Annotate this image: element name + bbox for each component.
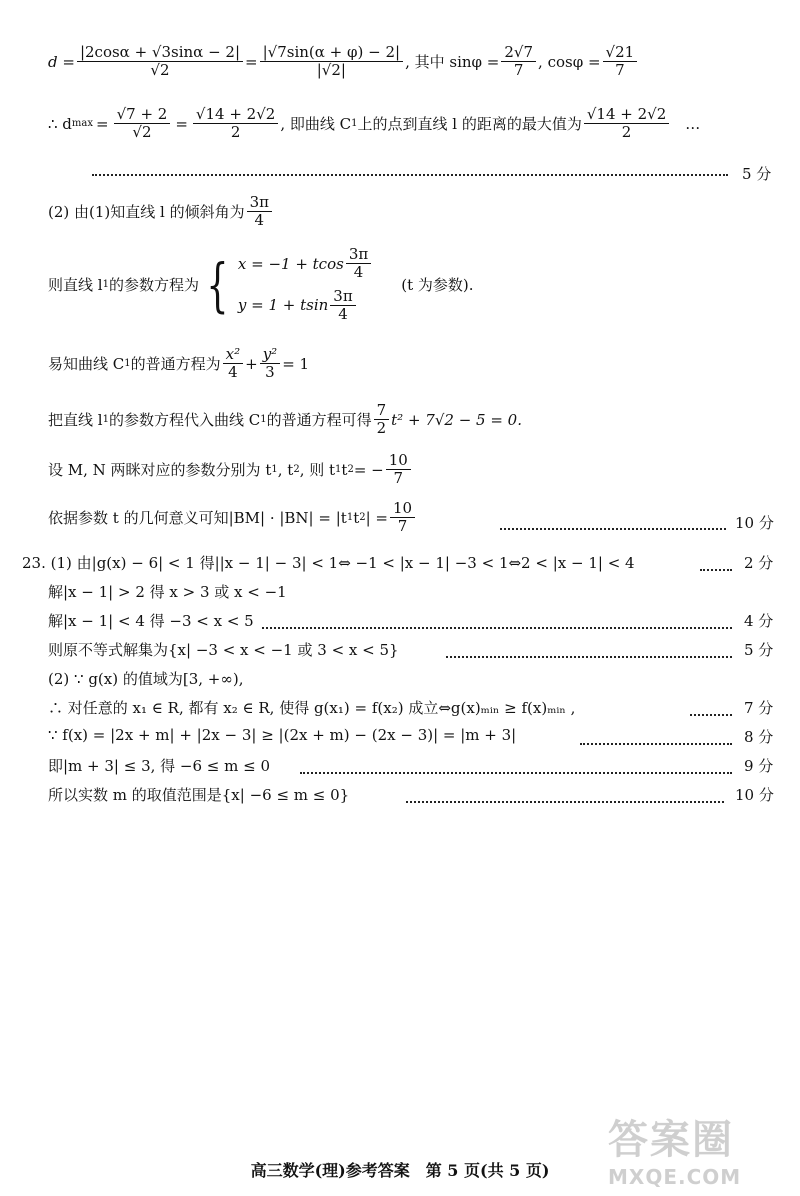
angle-fraction: $\frac{3\pi}{4}$ [247, 194, 272, 230]
d-formula-line: d = $\frac{|2\cos\alpha + √3\sin\alpha - 2|}{√2}$ = $\frac{|√7\sin(\alpha + \varphi) - 2|}{|√2|}$ , 其中 sinφ = $\frac{2√7}{7}$ , cosφ = $\frac{√21}{7}$ [48, 44, 639, 80]
q23-line: 所以实数 m 的取值范围是{x| −6 ≤ m ≤ 0} [48, 786, 350, 804]
dmax-fraction-3: $\frac{√14 + 2√2}{2}$ [584, 106, 669, 142]
q23-score: 10 分 [735, 786, 774, 804]
q23-line: (2) ∵ g(x) 的值域为[3, +∞), [48, 670, 244, 688]
sin-phi-fraction: $\frac{2√7}{7}$ [501, 44, 536, 80]
param-system: x = −1 + tcos $\frac{3\pi}{4}$ y = 1 + tsin $\frac{3\pi}{4}$ [238, 246, 373, 323]
d-fraction-1: $\frac{|2\cos\alpha + √3\sin\alpha - 2|}{√2}$ [77, 44, 243, 80]
q23-score: 4 分 [744, 612, 774, 630]
q23-line: 即|m + 3| ≤ 3, 得 −6 ≤ m ≤ 0 [48, 757, 271, 775]
q23-line: 则原不等式解集为{x| −3 < x < −1 或 3 < x < 5} [48, 641, 399, 659]
score-leader-dots [690, 714, 732, 716]
score-leader-dots [262, 627, 732, 629]
score-leader-dots [700, 569, 732, 571]
q23-line: 解|x − 1| > 2 得 x > 3 或 x < −1 [48, 583, 287, 601]
score-leader-dots [446, 656, 732, 658]
mn-params-line: 设 M, N 两眯对应的参数分别为 t 1 , t 2 , 则 t 1 t 2 = − $\frac{10}{7}$ [48, 452, 413, 488]
geometric-meaning-line: 依据参数 t 的几何意义可知|BM| · |BN| = |t 1 t 2 | = $\frac{10}{7}$ [48, 500, 417, 536]
score-leader-dots [300, 772, 732, 774]
q23-score: 8 分 [744, 728, 774, 746]
dmax-fraction-2: $\frac{√14 + 2√2}{2}$ [193, 106, 278, 142]
score-leader-dots [500, 528, 726, 530]
cos-phi-fraction: $\frac{√21}{7}$ [603, 44, 638, 80]
q23-score: 2 分 [744, 554, 774, 572]
q23-score: 5 分 [744, 641, 774, 659]
q23-score: 9 分 [744, 757, 774, 775]
q23-line: ∴ 对任意的 x₁ ∈ R, 都有 x₂ ∈ R, 使得 g(x₁) = f(x₂) 成立⇔g(x)ₘᵢₙ ≥ f(x)ₘᵢₙ , [48, 699, 576, 717]
q23-line: 23. (1) 由|g(x) − 6| < 1 得||x − 1| − 3| < 1⇔ −1 < |x − 1| −3 < 1⇔2 < |x − 1| < 4 [22, 554, 635, 572]
dmax-line: ∴ d max = $\frac{√7 + 2}{√2}$ = $\frac{√14 + 2√2}{2}$ , 即曲线 C 1 上的点到直线 l 的距离的最大值为 $\frac{√14 + 2√2}{2}$ … [48, 105, 701, 142]
score-5: 5 分 [742, 165, 772, 183]
page-footer: 高三数学(理)参考答案 第 5 页(共 5 页) [250, 1161, 550, 1180]
system-brace: { [206, 250, 229, 319]
q23-line: 解|x − 1| < 4 得 −3 < x < 5 [48, 612, 254, 630]
score-leader-dots [580, 743, 732, 745]
q23-line: ∵ f(x) = |2x + m| + |2x − 3| ≥ |(2x + m) − (2x − 3)| = |m + 3| [48, 726, 517, 744]
q23-score: 7 分 [744, 699, 774, 717]
angle-line: (2) 由(1)知直线 l 的倾斜角为 $\frac{3\pi}{4}$ [48, 194, 274, 230]
param-equation-line: 则直线 l 1 的参数方程为 { x = −1 + tcos $\frac{3\pi}{4}$ y = 1 + tsin $\frac{3\pi}{4}$ (t 为参数). [48, 245, 474, 323]
watermark-logo: 答案圈 MXQE.COM [608, 1117, 742, 1189]
dmax-fraction-1: $\frac{√7 + 2}{√2}$ [114, 106, 171, 142]
score-leader-dots [406, 801, 724, 803]
score-leader-dots [92, 174, 728, 176]
score-10: 10 分 [735, 514, 774, 532]
substitution-line: 把直线 l 1 的参数方程代入曲线 C 1 的普通方程可得 $\frac{7}{2}$ t² + 7√2 − 5 = 0. [48, 401, 522, 438]
d-lead: d = [48, 52, 75, 71]
curve-equation-line: 易知曲线 C 1 的普通方程为 $\frac{\text{x²}}{4}$ + $\frac{\text{y²}}{3}$ = 1 [48, 345, 310, 382]
d-fraction-2: $\frac{|√7\sin(\alpha + \varphi) - 2|}{|√2|}$ [260, 44, 403, 80]
